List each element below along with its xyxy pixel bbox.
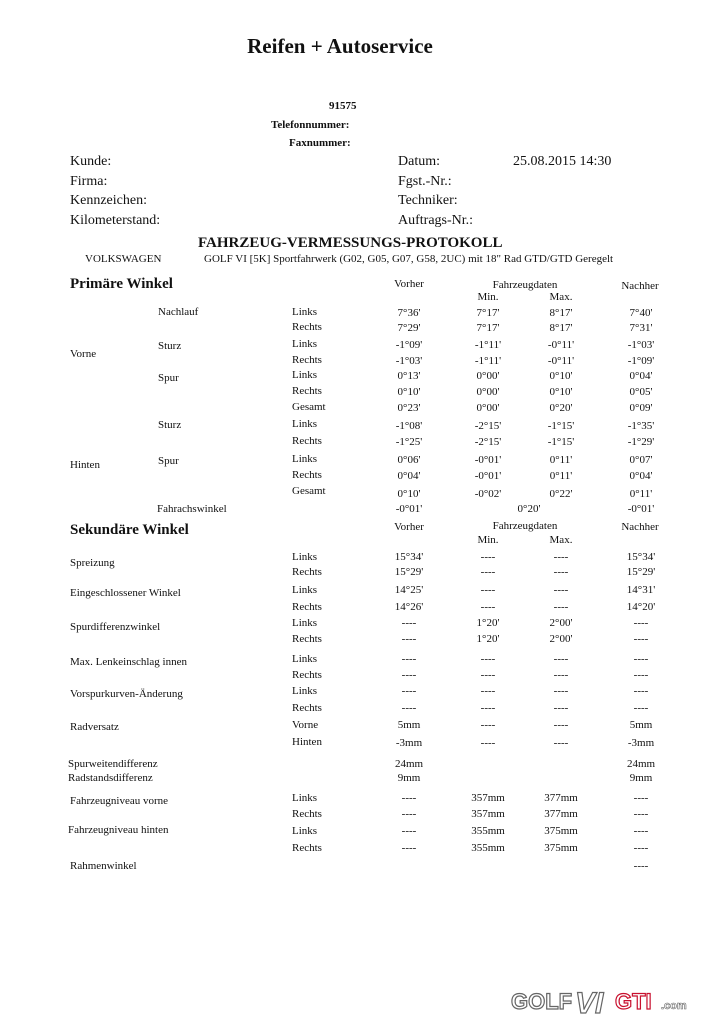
secondary-row-nachher: ---- bbox=[633, 808, 649, 820]
secondary-row-nachher: 15°34' bbox=[626, 551, 656, 563]
vehicle-model: GOLF VI [5K] Sportfahrwerk (G02, G05, G07, G58, 2UC) mit 18" Rad GTD/GTD Geregelt bbox=[204, 253, 614, 265]
primary-row-nachher: 0°05' bbox=[629, 386, 653, 398]
spur-hinten-label: Spur bbox=[158, 455, 179, 467]
secondary-row-min: 1°20' bbox=[476, 633, 500, 645]
secondary-row-vorher: 14°25' bbox=[394, 584, 424, 596]
secondary-row-max: 375mm bbox=[544, 842, 578, 854]
col-max-2: Max. bbox=[549, 534, 573, 546]
primary-row-max: 0°11' bbox=[549, 454, 573, 466]
fax-label: Faxnummer: bbox=[289, 137, 351, 149]
primary-row-vorher: 0°04' bbox=[397, 470, 421, 482]
golf-gti-watermark bbox=[509, 983, 719, 1019]
secondary-row-min: 355mm bbox=[471, 825, 505, 837]
secondary-row-vorher: ---- bbox=[401, 825, 417, 837]
secondary-row-min: ---- bbox=[480, 669, 496, 681]
primary-row-nachher: -1°29' bbox=[627, 436, 655, 448]
secondary-row-max: ---- bbox=[553, 685, 569, 697]
secondary-row-nachher: ---- bbox=[633, 685, 649, 697]
col-fahrzeugdaten: Fahrzeugdaten bbox=[492, 279, 558, 291]
primary-row-side: Links bbox=[292, 338, 318, 350]
primary-row-max: 8°17' bbox=[549, 322, 573, 334]
col-nachher-2: Nachher bbox=[621, 521, 659, 533]
secondary-row-side: Rechts bbox=[292, 669, 322, 681]
datum-label: Datum: bbox=[398, 154, 440, 169]
primary-row-max: -0°11' bbox=[547, 339, 575, 351]
secondary-row-nachher: 5mm bbox=[629, 719, 653, 731]
secondary-row-side: Hinten bbox=[292, 736, 322, 748]
primary-row-nachher: -1°09' bbox=[627, 355, 655, 367]
lenkeinschlag-label: Max. Lenkeinschlag innen bbox=[70, 656, 187, 668]
svg-text:GTI: GTI bbox=[615, 989, 652, 1014]
secondary-row-vorher: 5mm bbox=[397, 719, 421, 731]
secondary-row-max: ---- bbox=[553, 702, 569, 714]
secondary-row-nachher: ---- bbox=[633, 702, 649, 714]
primary-row-vorher: 0°23' bbox=[397, 402, 421, 414]
primary-row-side: Gesamt bbox=[292, 485, 326, 497]
secondary-row-nachher: 14°31' bbox=[626, 584, 656, 596]
secondary-row-side: Rechts bbox=[292, 566, 322, 578]
primary-row-max: -1°15' bbox=[547, 436, 575, 448]
primary-row-nachher: 0°09' bbox=[629, 402, 653, 414]
secondary-row-side: Links bbox=[292, 825, 318, 837]
secondary-row-side: Links bbox=[292, 792, 318, 804]
secondary-row-nachher: 24mm bbox=[626, 758, 656, 770]
primary-row-vorher: 7°29' bbox=[397, 322, 421, 334]
primary-row-side: Rechts bbox=[292, 469, 322, 481]
secondary-row-min: ---- bbox=[480, 702, 496, 714]
primary-row-max: 0°10' bbox=[549, 386, 573, 398]
customer-number: 91575 bbox=[329, 100, 357, 112]
col-min-2: Min. bbox=[477, 534, 499, 546]
primary-row-min: -1°11' bbox=[474, 355, 502, 367]
primary-row-min: -1°11' bbox=[474, 339, 502, 351]
primary-row-nachher: 7°40' bbox=[629, 307, 653, 319]
secondary-row-min: 355mm bbox=[471, 842, 505, 854]
primary-row-max: 0°10' bbox=[549, 370, 573, 382]
primary-row-nachher: -1°35' bbox=[627, 420, 655, 432]
spurweite-label: Spurweitendifferenz bbox=[68, 758, 158, 770]
nachlauf-label: Nachlauf bbox=[158, 306, 199, 318]
secondary-row-vorher: 14°26' bbox=[394, 601, 424, 613]
primary-row-side: Gesamt bbox=[292, 401, 326, 413]
secondary-row-side: Rechts bbox=[292, 601, 322, 613]
secondary-row-nachher: ---- bbox=[633, 653, 649, 665]
primary-row-min: 0°00' bbox=[476, 402, 500, 414]
primary-row-side: Rechts bbox=[292, 354, 322, 366]
secondary-row-nachher: 15°29' bbox=[626, 566, 656, 578]
radversatz-label: Radversatz bbox=[70, 721, 119, 733]
primary-row-side: Rechts bbox=[292, 435, 322, 447]
svg-text:VI: VI bbox=[575, 987, 604, 1019]
secondary-row-side: Links bbox=[292, 584, 318, 596]
secondary-row-vorher: ---- bbox=[401, 669, 417, 681]
secondary-row-nachher: ---- bbox=[633, 860, 649, 872]
secondary-row-min: ---- bbox=[480, 653, 496, 665]
phone-label: Telefonnummer: bbox=[271, 119, 350, 131]
secondary-row-vorher: 9mm bbox=[397, 772, 421, 784]
secondary-row-min: ---- bbox=[480, 584, 496, 596]
secondary-row-max: ---- bbox=[553, 566, 569, 578]
secondary-row-nachher: ---- bbox=[633, 669, 649, 681]
fgst-label: Fgst.-Nr.: bbox=[398, 174, 452, 189]
primary-row-max: 8°17' bbox=[549, 307, 573, 319]
svg-text:GOLF: GOLF bbox=[511, 989, 573, 1014]
rahmenwinkel-label: Rahmenwinkel bbox=[70, 860, 137, 872]
primary-row-min: 0°00' bbox=[476, 386, 500, 398]
secondary-row-min: 357mm bbox=[471, 792, 505, 804]
secondary-row-vorher: ---- bbox=[401, 633, 417, 645]
secondary-row-min: ---- bbox=[480, 551, 496, 563]
primary-row-max: -0°11' bbox=[547, 355, 575, 367]
secondary-row-max: 377mm bbox=[544, 792, 578, 804]
radstand-label: Radstandsdifferenz bbox=[68, 772, 153, 784]
primary-row-side: Links bbox=[292, 418, 318, 430]
col-vorher-2: Vorher bbox=[394, 521, 424, 533]
fahrachs-vorher: -0°01' bbox=[395, 503, 423, 515]
secondary-row-vorher: 15°29' bbox=[394, 566, 424, 578]
secondary-row-nachher: ---- bbox=[633, 633, 649, 645]
primary-row-nachher: 0°04' bbox=[629, 470, 653, 482]
hinten-label: Hinten bbox=[70, 459, 100, 471]
secondary-row-nachher: ---- bbox=[633, 617, 649, 629]
primary-row-side: Rechts bbox=[292, 385, 322, 397]
secondary-row-vorher: ---- bbox=[401, 792, 417, 804]
secondary-row-max: ---- bbox=[553, 551, 569, 563]
auftrag-label: Auftrags-Nr.: bbox=[398, 213, 474, 228]
primary-row-side: Links bbox=[292, 453, 318, 465]
secondary-row-nachher: ---- bbox=[633, 792, 649, 804]
primary-row-nachher: -1°03' bbox=[627, 339, 655, 351]
primary-row-vorher: 7°36' bbox=[397, 307, 421, 319]
secondary-row-max: 377mm bbox=[544, 808, 578, 820]
secondary-row-side: Rechts bbox=[292, 808, 322, 820]
primary-row-min: -2°15' bbox=[474, 436, 502, 448]
secondary-row-min: 1°20' bbox=[476, 617, 500, 629]
primary-row-min: -0°01' bbox=[474, 470, 502, 482]
secondary-row-vorher: ---- bbox=[401, 842, 417, 854]
secondary-row-side: Links bbox=[292, 551, 318, 563]
secondary-row-nachher: -3mm bbox=[627, 737, 655, 749]
secondary-row-max: 2°00' bbox=[549, 633, 573, 645]
primary-row-vorher: -1°08' bbox=[395, 420, 423, 432]
primary-section-title: Primäre Winkel bbox=[70, 276, 173, 292]
secondary-row-vorher: ---- bbox=[401, 685, 417, 697]
secondary-row-min: 357mm bbox=[471, 808, 505, 820]
secondary-row-side: Vorne bbox=[292, 719, 319, 731]
secondary-row-side: Rechts bbox=[292, 702, 322, 714]
niveau-vorne-label: Fahrzeugniveau vorne bbox=[70, 795, 169, 807]
primary-row-max: 0°20' bbox=[549, 402, 573, 414]
primary-row-side: Rechts bbox=[292, 321, 322, 333]
primary-row-vorher: 0°10' bbox=[397, 488, 421, 500]
secondary-row-min: ---- bbox=[480, 737, 496, 749]
secondary-section-title: Sekundäre Winkel bbox=[70, 522, 189, 538]
primary-row-vorher: 0°06' bbox=[397, 454, 421, 466]
primary-row-side: Links bbox=[292, 306, 318, 318]
secondary-row-nachher: ---- bbox=[633, 825, 649, 837]
niveau-hinten-label: Fahrzeugniveau hinten bbox=[68, 824, 169, 836]
col-fahrzeugdaten-2: Fahrzeugdaten bbox=[492, 520, 558, 532]
secondary-row-min: ---- bbox=[480, 685, 496, 697]
kennzeichen-label: Kennzeichen: bbox=[70, 193, 147, 208]
secondary-row-vorher: ---- bbox=[401, 617, 417, 629]
document-title: Reifen + Autoservice bbox=[247, 34, 433, 58]
col-vorher: Vorher bbox=[394, 278, 424, 290]
protocol-title: FAHRZEUG-VERMESSUNGS-PROTOKOLL bbox=[198, 235, 503, 251]
col-min: Min. bbox=[477, 291, 499, 303]
sturz-vorne-label: Sturz bbox=[158, 340, 182, 352]
firma-label: Firma: bbox=[70, 174, 108, 189]
primary-row-side: Links bbox=[292, 369, 318, 381]
secondary-row-side: Links bbox=[292, 653, 318, 665]
fahrachs-nachher: -0°01' bbox=[627, 503, 655, 515]
sturz-hinten-label: Sturz bbox=[158, 419, 182, 431]
secondary-row-max: ---- bbox=[553, 653, 569, 665]
primary-row-max: 0°22' bbox=[549, 488, 573, 500]
primary-row-nachher: 0°04' bbox=[629, 370, 653, 382]
primary-row-vorher: -1°03' bbox=[395, 355, 423, 367]
fahrachs-soll: 0°20' bbox=[517, 503, 541, 515]
secondary-row-side: Rechts bbox=[292, 633, 322, 645]
primary-row-min: -0°02' bbox=[474, 488, 502, 500]
secondary-row-max: ---- bbox=[553, 719, 569, 731]
primary-row-min: 7°17' bbox=[476, 322, 500, 334]
primary-row-min: 7°17' bbox=[476, 307, 500, 319]
primary-row-min: 0°00' bbox=[476, 370, 500, 382]
secondary-row-vorher: -3mm bbox=[395, 737, 423, 749]
primary-row-vorher: 0°13' bbox=[397, 370, 421, 382]
spur-vorne-label: Spur bbox=[158, 372, 179, 384]
secondary-row-nachher: 14°20' bbox=[626, 601, 656, 613]
primary-row-vorher: -1°25' bbox=[395, 436, 423, 448]
primary-row-nachher: 0°07' bbox=[629, 454, 653, 466]
col-nachher: Nachher bbox=[621, 280, 659, 292]
vehicle-make: VOLKSWAGEN bbox=[85, 253, 162, 265]
secondary-row-min: ---- bbox=[480, 566, 496, 578]
primary-row-nachher: 0°11' bbox=[629, 488, 653, 500]
secondary-row-vorher: ---- bbox=[401, 653, 417, 665]
svg-text:.com: .com bbox=[661, 1000, 687, 1012]
secondary-row-max: 375mm bbox=[544, 825, 578, 837]
kilometerstand-label: Kilometerstand: bbox=[70, 213, 161, 228]
secondary-row-min: ---- bbox=[480, 719, 496, 731]
primary-row-max: 0°11' bbox=[549, 470, 573, 482]
secondary-row-side: Links bbox=[292, 617, 318, 629]
secondary-row-vorher: 24mm bbox=[394, 758, 424, 770]
fahrachswinkel-label: Fahrachswinkel bbox=[157, 503, 227, 515]
col-max: Max. bbox=[549, 291, 573, 303]
secondary-row-max: 2°00' bbox=[549, 617, 573, 629]
secondary-row-max: ---- bbox=[553, 669, 569, 681]
secondary-row-vorher: ---- bbox=[401, 702, 417, 714]
datum-value: 25.08.2015 14:30 bbox=[513, 154, 612, 169]
secondary-row-side: Rechts bbox=[292, 842, 322, 854]
secondary-row-max: ---- bbox=[553, 737, 569, 749]
secondary-row-min: ---- bbox=[480, 601, 496, 613]
primary-row-max: -1°15' bbox=[547, 420, 575, 432]
secondary-row-side: Links bbox=[292, 685, 318, 697]
secondary-row-vorher: ---- bbox=[401, 808, 417, 820]
kunde-label: Kunde: bbox=[70, 154, 112, 169]
secondary-row-max: ---- bbox=[553, 601, 569, 613]
primary-row-min: -0°01' bbox=[474, 454, 502, 466]
secondary-row-nachher: 9mm bbox=[629, 772, 653, 784]
primary-row-vorher: 0°10' bbox=[397, 386, 421, 398]
secondary-row-nachher: ---- bbox=[633, 842, 649, 854]
secondary-row-max: ---- bbox=[553, 584, 569, 596]
spreizung-label: Spreizung bbox=[70, 557, 115, 569]
spurdifferenz-label: Spurdifferenzwinkel bbox=[70, 621, 161, 633]
primary-row-min: -2°15' bbox=[474, 420, 502, 432]
secondary-row-vorher: 15°34' bbox=[394, 551, 424, 563]
eingeschlossener-label: Eingeschlossener Winkel bbox=[70, 587, 181, 599]
techniker-label: Techniker: bbox=[398, 193, 458, 208]
primary-row-nachher: 7°31' bbox=[629, 322, 653, 334]
vorspur-label: Vorspurkurven-Änderung bbox=[70, 688, 183, 700]
vorne-label: Vorne bbox=[70, 348, 97, 360]
primary-row-vorher: -1°09' bbox=[395, 339, 423, 351]
